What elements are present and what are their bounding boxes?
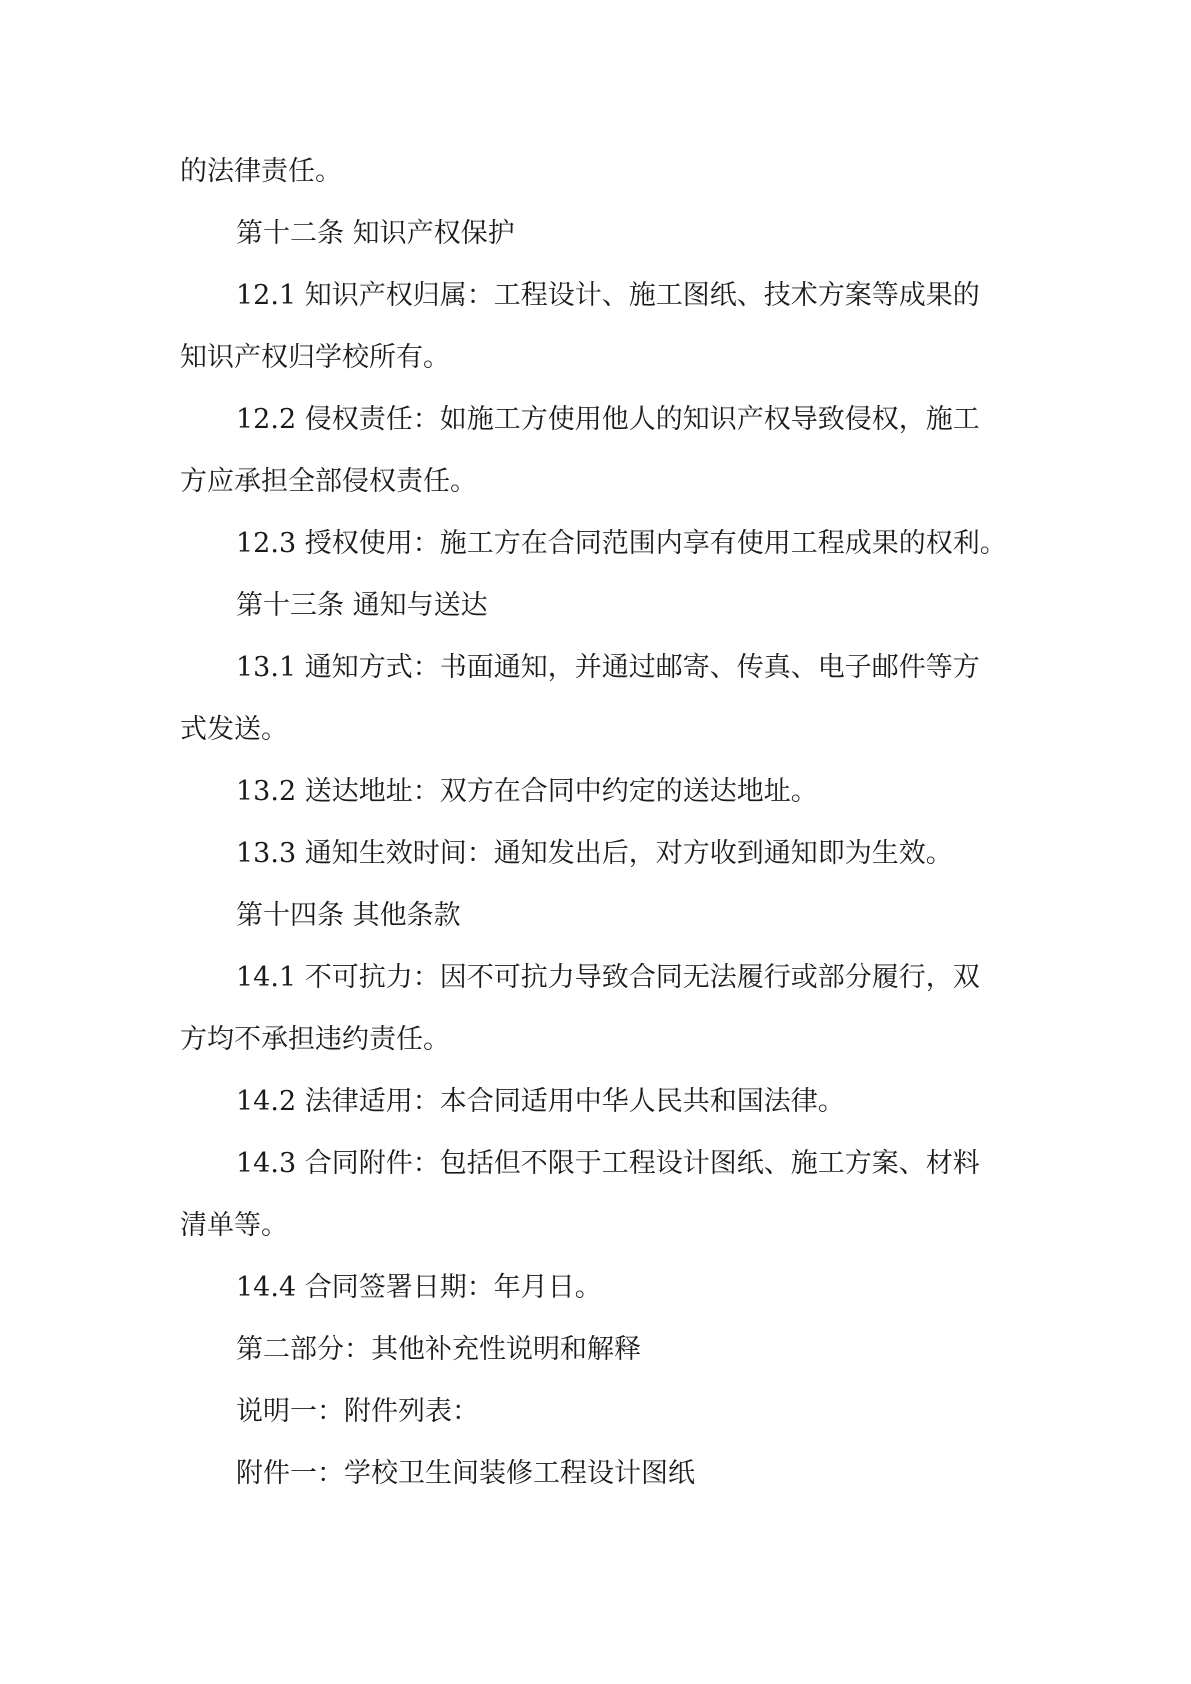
clause-14-2: 14.2 法律适用：本合同适用中华人民共和国法律。	[236, 1086, 845, 1117]
clause-14-1: 14.1 不可抗力：因不可抗力导致合同无法履行或部分履行，双	[236, 962, 980, 993]
clause-12-1: 12.1 知识产权归属：工程设计、施工图纸、技术方案等成果的	[236, 280, 980, 311]
article-12-heading: 第十二条 知识产权保护	[236, 218, 515, 249]
clause-14-3-continued: 清单等。	[180, 1210, 288, 1241]
part-two-heading: 第二部分：其他补充性说明和解释	[236, 1334, 641, 1365]
clause-13-1-continued: 式发送。	[180, 714, 288, 745]
clause-12-2-continued: 方应承担全部侵权责任。	[180, 466, 477, 497]
attachment-one: 附件一：学校卫生间装修工程设计图纸	[236, 1458, 695, 1489]
clause-13-2: 13.2 送达地址：双方在合同中约定的送达地址。	[236, 776, 818, 807]
clause-12-1-continued: 知识产权归学校所有。	[180, 342, 450, 373]
article-13-heading: 第十三条 通知与送达	[236, 590, 488, 621]
clause-14-1-continued: 方均不承担违约责任。	[180, 1024, 450, 1055]
clause-13-3: 13.3 通知生效时间：通知发出后，对方收到通知即为生效。	[236, 838, 953, 869]
clause-14-3: 14.3 合同附件：包括但不限于工程设计图纸、施工方案、材料	[236, 1148, 980, 1179]
clause-13-1: 13.1 通知方式：书面通知，并通过邮寄、传真、电子邮件等方	[236, 652, 980, 683]
article-14-heading: 第十四条 其他条款	[236, 900, 461, 931]
line-continuation-legal-liability: 的法律责任。	[180, 156, 342, 187]
clause-12-2: 12.2 侵权责任：如施工方使用他人的知识产权导致侵权，施工	[236, 404, 980, 435]
clause-12-3: 12.3 授权使用：施工方在合同范围内享有使用工程成果的权利。	[236, 528, 1007, 559]
clause-14-4: 14.4 合同签署日期：年月日。	[236, 1272, 602, 1303]
note-one-attachment-list: 说明一：附件列表：	[236, 1396, 479, 1427]
document-body	[180, 141, 1020, 1505]
